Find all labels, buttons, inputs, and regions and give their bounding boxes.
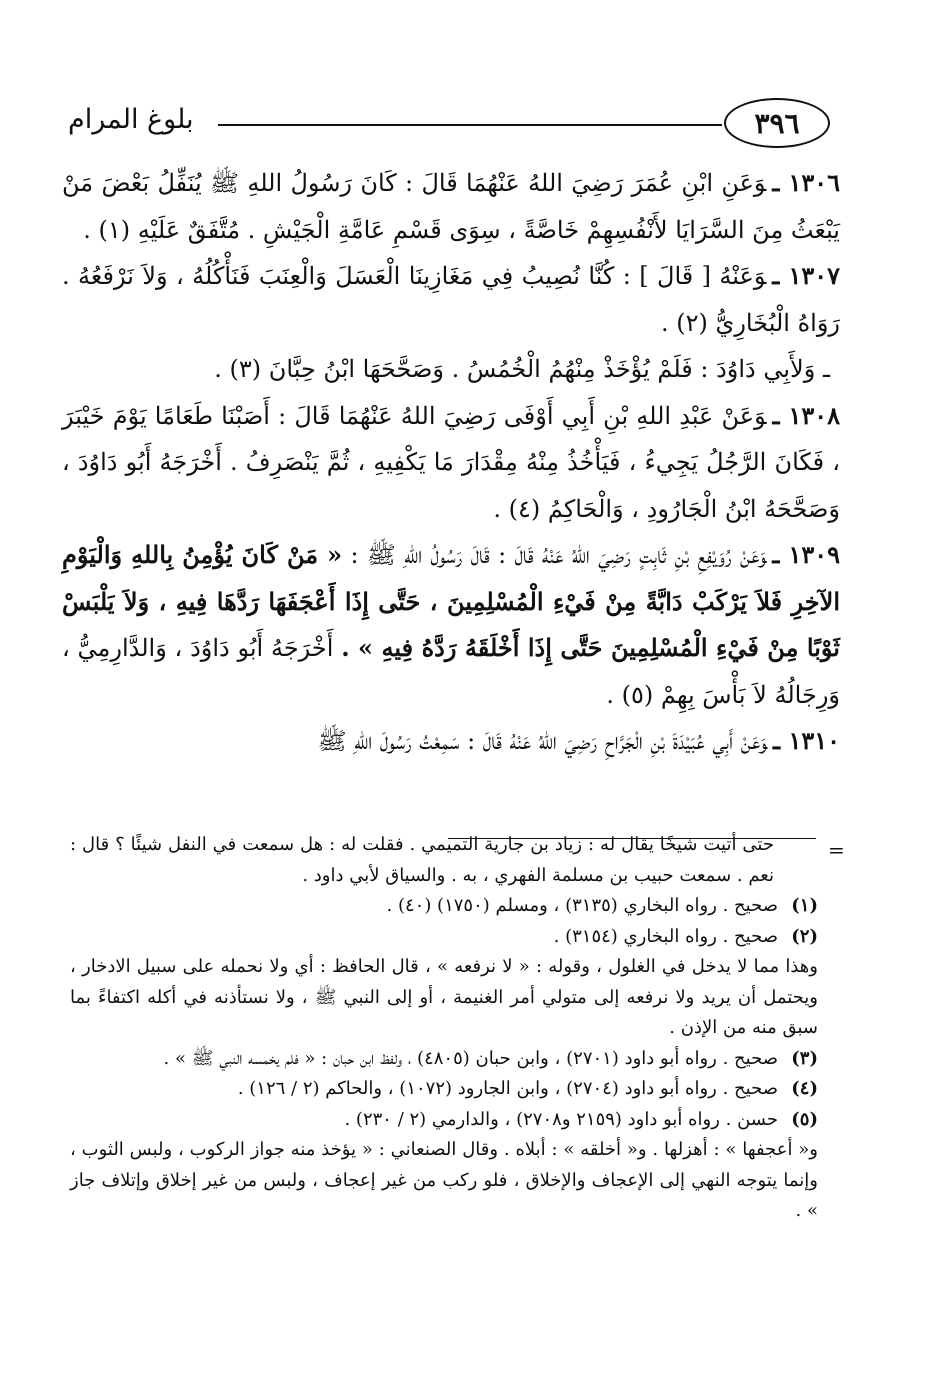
footnote-2-commentary xyxy=(70,952,818,1044)
hadith-text: وَعَنْهُ [ قَالَ ] : كُنَّا نُصِيبُ فِي مَغَازِينَا الْعَسَلَ وَالْعِنَبَ فَنَأْكُلُهُ ، وَلاَ نَرْفَعُهُ . رَوَاهُ الْبُخَارِيُّ (٢) . xyxy=(62,262,840,337)
hadith-1307 xyxy=(62,253,840,346)
prophetic-saying: « مَنْ كَانَ يُؤْمِنُ بِاللهِ وَالْيَوْمِ الآخِرِ فَلاَ يَرْكَبْ دَابَّةً مِنْ فَيْءِ الْمُسْلِمِينَ ، حَتَّى إِذَا أَعْجَفَهَا رَدَّهَا فِيهِ ، وَلاَ يَلْبَسْ ثَوْبًا مِنْ فَيْءِ الْمُسْلِمِينَ حَتَّى إِذَا أَخْلَقَهُ رَدَّهُ فِيهِ » . xyxy=(62,540,840,662)
page-number-oval xyxy=(724,98,830,148)
hadith-1306 xyxy=(62,160,840,253)
hadith-number: ١٣٠٧ ـ xyxy=(772,261,840,290)
footnote-text: حتى أتيت شيخًا يقال له : زياد بن جارية التميمي . فقلت له : هل سمعت في النفل شيئًا ؟ قال : نعم . سمعت حبيب بن مسلمة الفهري ، به . والسياق لأبي داود . xyxy=(70,834,774,886)
footnote-number: (١) xyxy=(791,895,818,916)
hadith-source: أَخْرَجَهُ أَبُو دَاوُدَ ، وَالدَّارِمِيُّ ، وَرِجَالُهُ لاَ بَأْسَ بِهِمْ (٥) . xyxy=(62,634,840,709)
hadith-number: ١٣٠٦ ـ xyxy=(772,168,840,197)
footnote-continuation xyxy=(70,830,818,891)
footnote-number: (٤) xyxy=(791,1078,818,1099)
hadith-number: ١٣٠٩ ـ xyxy=(772,540,841,569)
running-header xyxy=(60,96,830,150)
hadith-intro: وَعَنْ رُوَيْفِعِ بْنِ ثَابِتٍ رَضِيَ اللهُ عَنْهُ قَالَ : قَالَ رَسُولُ اللهِ ﷺ : xyxy=(350,541,767,569)
header-rule xyxy=(218,124,722,126)
hadith-1307-addition xyxy=(62,346,840,393)
hadith-number: ١٣١٠ ـ xyxy=(773,726,840,755)
hadith-text: وَعَنْ عَبْدِ اللهِ بْنِ أَبِي أَوْفَى رَضِيَ اللهُ عَنْهُمَا قَالَ : أَصَبْنَا طَعَامًا يَوْمَ خَيْبَرَ ، فَكَانَ الرَّجُلُ يَجِيءُ ، فَيَأْخُذُ مِنْهُ مِقْدَارَ مَا يَكْفِيهِ ، ثُمَّ يَنْصَرِفُ . أَخْرَجَهُ أَبُو دَاوُدَ ، وَصَحَّحَهُ ابْنُ الْجَارُودِ ، وَالْحَاكِمُ (٤) . xyxy=(62,401,840,523)
footnote-number: (٣) xyxy=(791,1047,818,1069)
footnote-1 xyxy=(70,891,818,922)
footnote-text: و« أعجفها » : أهزلها . و« أخلقه » : أبلاه . وقال الصنعاني : « يؤخذ منه جواز الركوب ، ولبس الثوب ، وإنما يتوجه النهي إلى الإعجاف والإخلاق ، فلو ركب من غير إعجاف ، ولبس من غير إخلاق وإتلاف جاز » . xyxy=(70,1139,818,1221)
footnote-5-commentary xyxy=(70,1135,818,1227)
main-text xyxy=(62,160,840,765)
footnote-number: (٥) xyxy=(791,1108,818,1130)
footnote-text: صحيح . رواه أبو داود (٢٧٠٤) ، وابن الجارود (١٠٧٢) ، والحاكم (٢ / ١٢٦) . xyxy=(237,1078,778,1099)
hadith-text: وَعَنِ ابْنِ عُمَرَ رَضِيَ اللهُ عَنْهُمَا قَالَ : كَانَ رَسُولُ اللهِ ﷺ يُنَفِّلُ بَعْضَ مَنْ يَبْعَثُ مِنَ السَّرَايَا لأَنْفُسِهِمْ خَاصَّةً ، سِوَى قَسْمِ عَامَّةِ الْجَيْشِ . مُتَّفَقٌ عَلَيْهِ (١) . xyxy=(62,169,840,244)
footnote-text: وهذا مما لا يدخل في الغلول ، وقوله : « لا نرفعه » ، قال الحافظ : أي ولا نحمله على سبيل الادخار ، ويحتمل أن يريد ولا نرفعه إلى متولي أمر الغنيمة ، أو إلى النبي ﷺ ، ولا نستأذنه في أكله اكتفاءً بما سبق منه من الإذن . xyxy=(70,956,818,1038)
footnote-text: صحيح . رواه البخاري (٣١٥٤) . xyxy=(553,925,778,947)
footnote-3 xyxy=(70,1044,818,1075)
hadith-1309 xyxy=(62,532,840,718)
continuation-mark: = xyxy=(828,838,845,862)
hadith-text: وَعَنْ أَبِي عُبَيْدَةَ بْنِ الْجَرَّاحِ رَضِيَ اللهُ عَنْهُ قَالَ : سَمِعْتُ رَسُولَ اللهِ ﷺ xyxy=(317,727,768,755)
footnote-2 xyxy=(70,922,818,953)
footnote-text: صحيح . رواه أبو داود (٢٧٠١) ، وابن حبان (٤٨٠٥) ، ولفظ ابن حبان : « فلم يخمسه النبي ﷺ » . xyxy=(163,1047,778,1069)
footnote-4 xyxy=(70,1074,818,1105)
book-title: بلوغ المرام xyxy=(68,104,194,135)
footnote-5 xyxy=(70,1105,818,1136)
footnote-text: حسن . رواه أبو داود (٢١٥٩ و٢٧٠٨) ، والدارمي (٢ / ٢٣٠) . xyxy=(344,1108,778,1130)
hadith-1308 xyxy=(62,393,840,533)
footnote-text: صحيح . رواه البخاري (٣١٣٥) ، ومسلم (١٧٥٠) (٤٠) . xyxy=(386,895,778,916)
hadith-1310 xyxy=(62,718,840,765)
footnote-number: (٢) xyxy=(791,925,818,947)
hadith-number: ١٣٠٨ ـ xyxy=(772,400,841,430)
page-number: ٣٩٦ xyxy=(754,106,800,140)
footnotes xyxy=(70,830,818,1227)
hadith-text: ـ وَلأَبِي دَاوُدَ : فَلَمْ يُؤْخَذْ مِنْهُمُ الْخُمُسُ . وَصَحَّحَهَا ابْنُ حِبَّانَ (٣) . xyxy=(214,355,830,383)
